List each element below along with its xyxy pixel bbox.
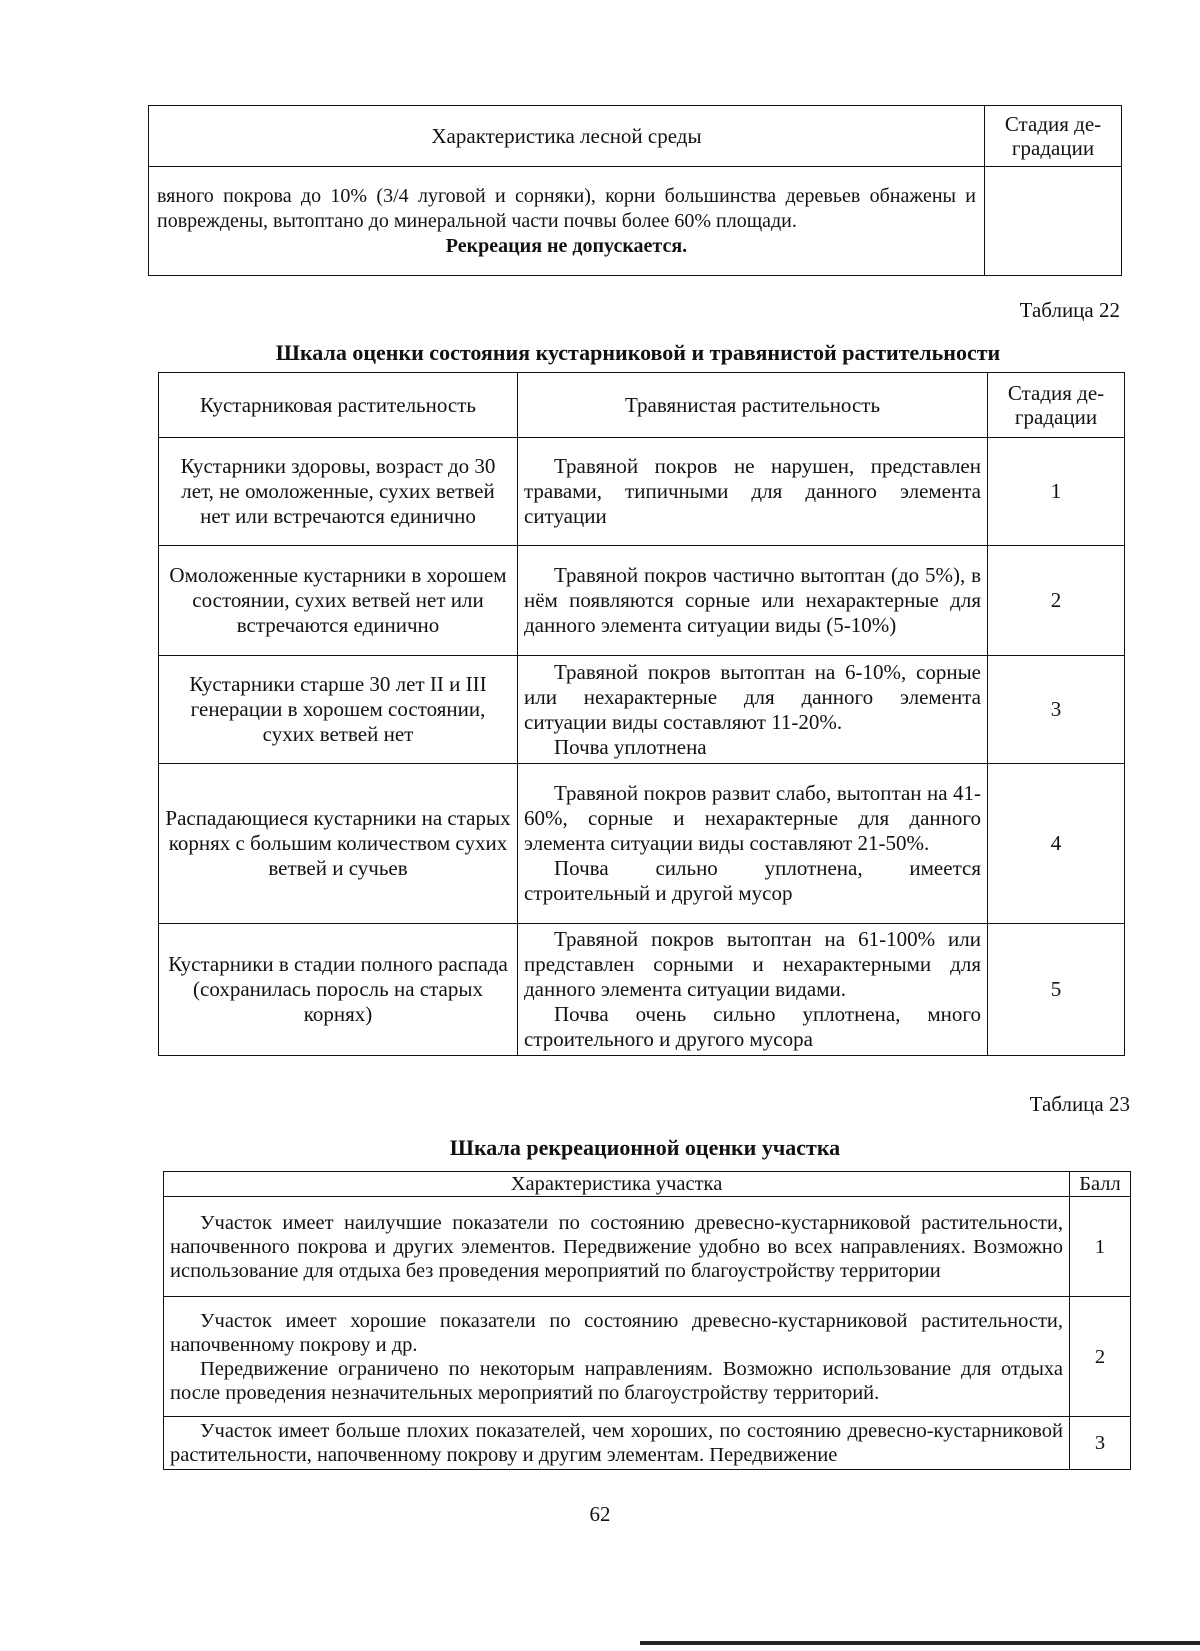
herb-cell bbox=[518, 546, 988, 656]
herb-text: Травяной покров развит слабо, вытоптан на 41-60%, сорные и нехарактерные для данного элемента ситуации виды составляют 21-50%. bbox=[524, 781, 981, 855]
scan-edge-line bbox=[640, 1641, 1200, 1645]
herb-cell bbox=[518, 764, 988, 924]
header-shrub: Кустарниковая растительность bbox=[159, 373, 518, 438]
site-description bbox=[164, 1297, 1070, 1417]
table-23-caption: Таблица 23 bbox=[1029, 1092, 1130, 1116]
header-site-characteristic: Характеристика участка bbox=[164, 1172, 1070, 1197]
score-cell: 3 bbox=[1070, 1417, 1131, 1470]
row-stage bbox=[985, 167, 1122, 276]
header-score: Балл bbox=[1070, 1172, 1131, 1197]
table-23 bbox=[163, 1171, 1131, 1470]
herb-text: Почва уплотнена bbox=[554, 734, 707, 759]
table-row bbox=[164, 1197, 1131, 1297]
herb-text: Травяной покров вытоптан на 61-100% или представлен сорными и нехарактерными для данного элемента ситуации видами. bbox=[524, 927, 981, 1001]
shrub-cell: Омоложенные кустарники в хорошем состоянии, сухих ветвей нет или встречаются единично bbox=[159, 546, 518, 656]
shrub-cell: Кустарники здоровы, возраст до 30 лет, не омоложенные, сухих ветвей нет или встречаются единично bbox=[159, 438, 518, 546]
table-row bbox=[159, 924, 1125, 1056]
forest-environment-table bbox=[148, 105, 1122, 276]
herb-text: Травяной покров частично вытоптан (до 5%), в нём появляются сорные или нехарактерные для данного элемента ситуации виды (5-10%) bbox=[524, 563, 981, 637]
stage-cell: 1 bbox=[988, 438, 1125, 546]
stage-cell: 3 bbox=[988, 656, 1125, 764]
table-22-title: Шкала оценки состояния кустарниковой и травянистой растительности bbox=[275, 340, 1001, 365]
table-row bbox=[159, 764, 1125, 924]
herb-text: Почва очень сильно уплотнена, много строительного и другого мусора bbox=[524, 1002, 981, 1051]
shrub-cell: Кустарники в стадии полного распада (сохранилась поросль на старых корнях) bbox=[159, 924, 518, 1056]
table-22-caption: Таблица 22 bbox=[1019, 298, 1120, 322]
table-row bbox=[159, 656, 1125, 764]
herb-cell bbox=[518, 656, 988, 764]
header-stage: Стадия де-градации bbox=[988, 373, 1125, 438]
table-row bbox=[159, 546, 1125, 656]
page-number: 62 bbox=[589, 1502, 611, 1526]
herb-text: Почва сильно уплотнена, имеется строительный и другой мусор bbox=[524, 856, 981, 905]
header-degradation-stage: Стадия де-градации bbox=[985, 106, 1122, 167]
table-row bbox=[164, 1417, 1131, 1470]
herb-cell bbox=[518, 924, 988, 1056]
herb-cell bbox=[518, 438, 988, 546]
site-text: Участок имеет хорошие показатели по состоянию древесно-кустарниковой растительности, напочвенному покрову и др. bbox=[170, 1309, 1063, 1356]
table-row bbox=[149, 167, 985, 276]
shrub-cell: Распадающиеся кустарники на старых корнях с большим количеством сухих ветвей и сучьев bbox=[159, 764, 518, 924]
table-23-title: Шкала рекреационной оценки участка bbox=[449, 1135, 841, 1160]
shrub-cell: Кустарники старше 30 лет II и III генерации в хорошем состоянии, сухих ветвей нет bbox=[159, 656, 518, 764]
header-forest-characteristic: Характеристика лесной среды bbox=[149, 106, 985, 167]
herb-text: Травяной покров не нарушен, представлен травами, типичными для данного элемента ситуации bbox=[524, 454, 981, 528]
row-text: вяного покрова до 10% (3/4 луговой и сорняки), корни большинства деревьев обнажены и повреждены, вытоптано до минеральной части почвы более 60% площади. bbox=[157, 184, 976, 232]
stage-cell: 5 bbox=[988, 924, 1125, 1056]
site-text: Участок имеет наилучшие показатели по состоянию древесно-кустарниковой растительности, напочвенного покрова и других элементов. Передвижение удобно во всех направлениях. Возможно использование для отдыха без проведения мероприятий по благоустройству территории bbox=[170, 1211, 1063, 1282]
stage-cell: 2 bbox=[988, 546, 1125, 656]
site-description bbox=[164, 1197, 1070, 1297]
recreation-warning: Рекреация не допускается. bbox=[445, 234, 688, 257]
stage-cell: 4 bbox=[988, 764, 1125, 924]
score-cell: 1 bbox=[1070, 1197, 1131, 1297]
table-row bbox=[164, 1297, 1131, 1417]
site-text: Участок имеет больше плохих показателей, чем хороших, по состоянию древесно-кустарниковой растительности, напочвенному покрову и другим элементам. Передвижение bbox=[170, 1420, 1063, 1466]
herb-text: Травяной покров вытоптан на 6-10%, сорные или нехарактерные для данного элемента ситуации виды составляют 11-20%. bbox=[524, 659, 981, 734]
table-22 bbox=[158, 372, 1125, 1056]
header-herb: Травянистая растительность bbox=[518, 373, 988, 438]
table-row bbox=[159, 438, 1125, 546]
score-cell: 2 bbox=[1070, 1297, 1131, 1417]
site-text: Передвижение ограничено по некоторым направлениям. Возможно использование для отдыха после проведения незначительных мероприятий по благоустройству территорий. bbox=[170, 1357, 1063, 1404]
site-description bbox=[164, 1417, 1070, 1470]
